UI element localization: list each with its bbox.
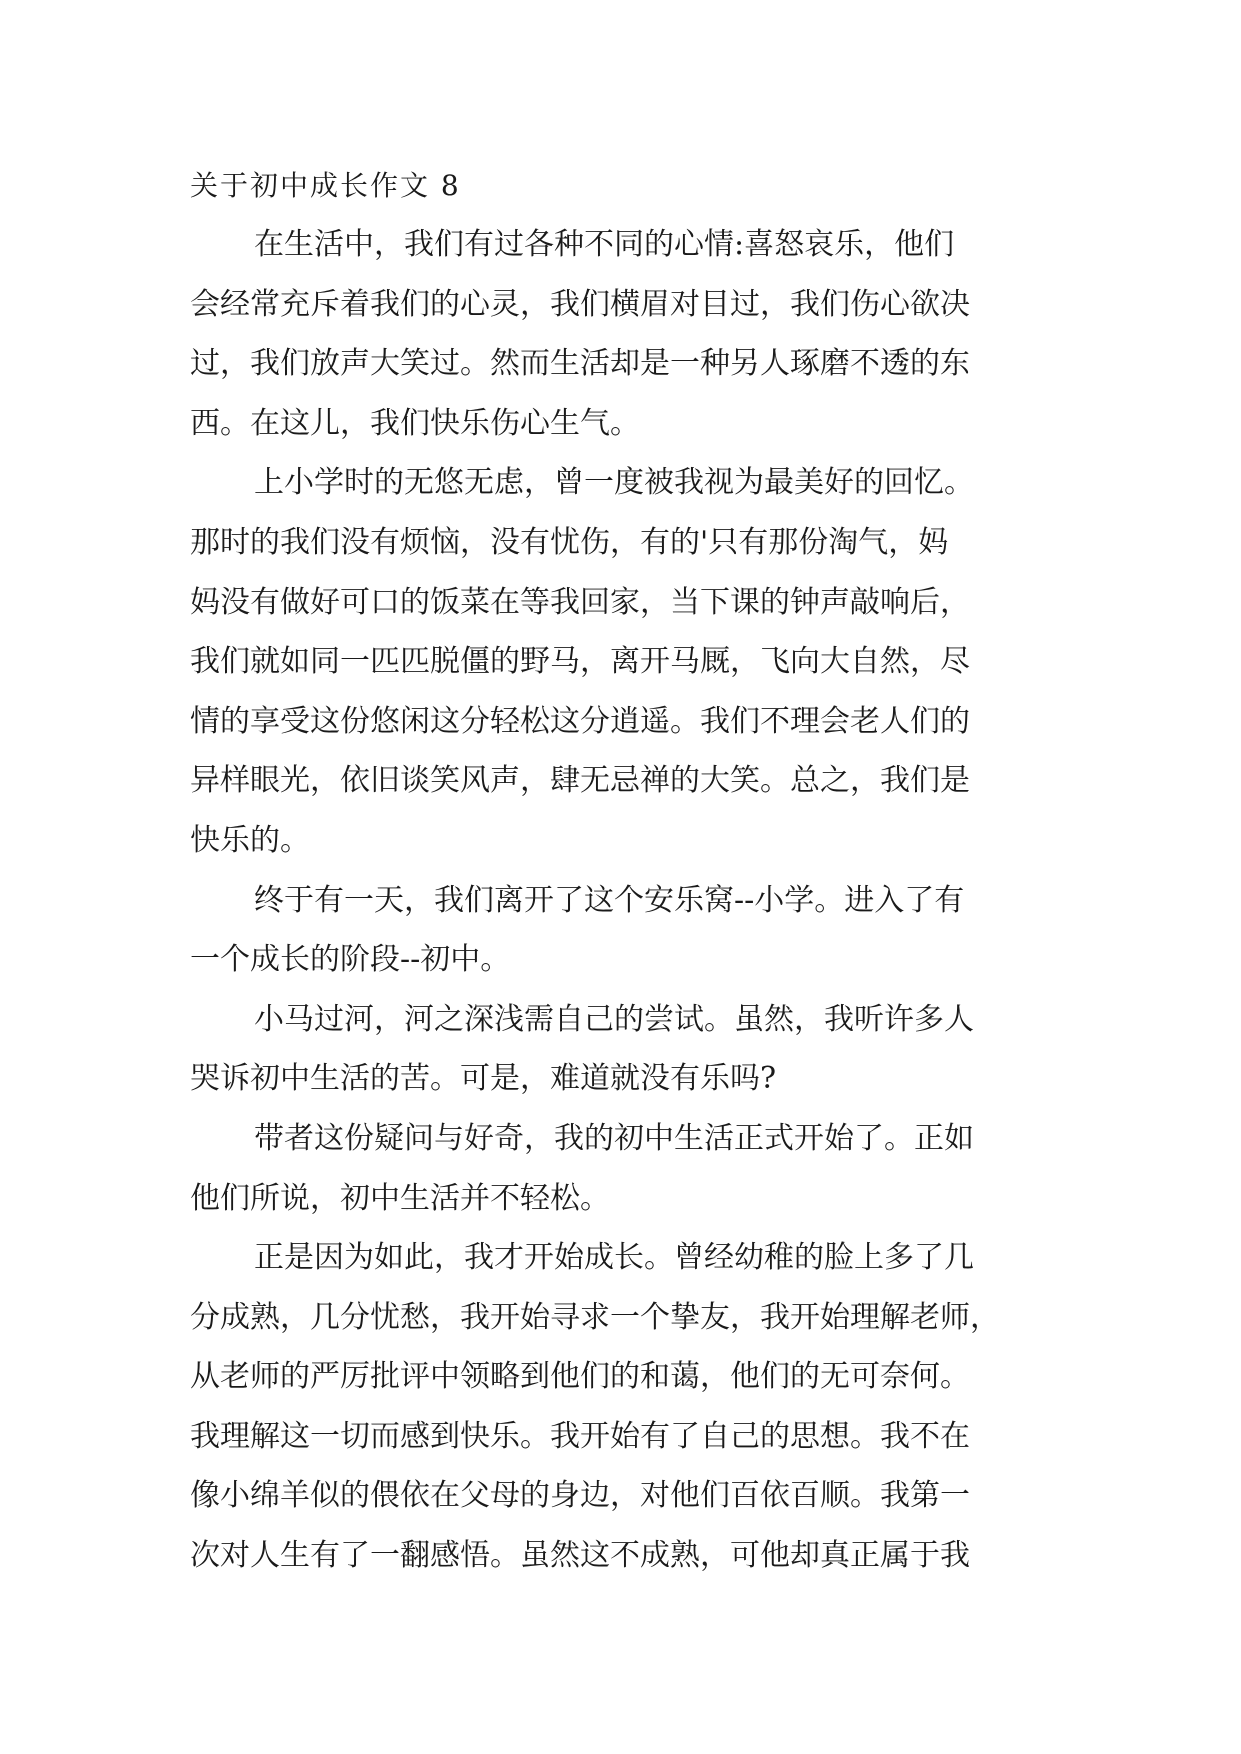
text-line: 带者这份疑问与好奇，我的初中生活正式开始了。正如	[254, 1120, 974, 1156]
text-line: 从老师的严厉批评中领略到他们的和蔼，他们的无可奈何。	[190, 1359, 970, 1395]
text-line: 分成熟，几分忧愁，我开始寻求一个挚友，我开始理解老师，	[190, 1299, 1000, 1335]
text-line: 异样眼光，依旧谈笑风声，肆无忌禅的大笑。总之，我们是	[190, 763, 970, 799]
text-line: 正是因为如此，我才开始成长。曾经幼稚的脸上多了几	[254, 1240, 974, 1276]
text-line: 会经常充斥着我们的心灵，我们横眉对目过，我们伤心欲决	[190, 286, 970, 322]
text-line: 次对人生有了一翻感悟。虽然这不成熟，可他却真正属于我	[190, 1538, 970, 1574]
paragraph-1	[190, 215, 1060, 453]
text-line: 像小绵羊似的偎依在父母的身边，对他们百依百顺。我第一	[190, 1478, 970, 1514]
paragraph-2	[190, 453, 1060, 870]
text-line: 我们就如同一匹匹脱僵的野马，离开马厩，飞向大自然，尽	[190, 644, 970, 680]
paragraph-3	[190, 871, 1060, 990]
text-line: 上小学时的无悠无虑，曾一度被我视为最美好的回忆。	[254, 465, 974, 501]
text-line: 那时的我们没有烦恼，没有忧伤，有的'只有那份淘气，妈	[190, 524, 949, 560]
text-line: 一个成长的阶段--初中。	[190, 942, 511, 978]
paragraph-6	[190, 1228, 1060, 1586]
text-line: 在生活中，我们有过各种不同的心情:喜怒哀乐，他们	[254, 227, 955, 262]
text-line: 快乐的。	[190, 822, 310, 858]
text-line: 小马过河，河之深浅需自己的尝试。虽然，我听许多人	[254, 1001, 974, 1037]
text-line: 终于有一天，我们离开了这个安乐窝--小学。进入了有	[254, 882, 965, 918]
text-line: 情的享受这份悠闲这分轻松这分逍遥。我们不理会老人们的	[190, 703, 970, 739]
text-line: 妈没有做好可口的饭菜在等我回家，当下课的钟声敲响后，	[190, 584, 970, 620]
document-title: 关于初中成长作文 8	[190, 169, 461, 202]
paragraph-4	[190, 990, 1060, 1109]
text-line: 他们所说，初中生活并不轻松。	[190, 1180, 610, 1216]
document-body	[190, 215, 1060, 1586]
paragraph-5	[190, 1109, 1060, 1228]
text-line: 哭诉初中生活的苦。可是，难道就没有乐吗?	[190, 1061, 777, 1097]
text-line: 西。在这儿，我们快乐伤心生气。	[190, 405, 640, 441]
text-line: 过，我们放声大笑过。然而生活却是一种另人琢磨不透的东	[190, 346, 970, 382]
text-line: 我理解这一切而感到快乐。我开始有了自己的思想。我不在	[190, 1418, 970, 1454]
